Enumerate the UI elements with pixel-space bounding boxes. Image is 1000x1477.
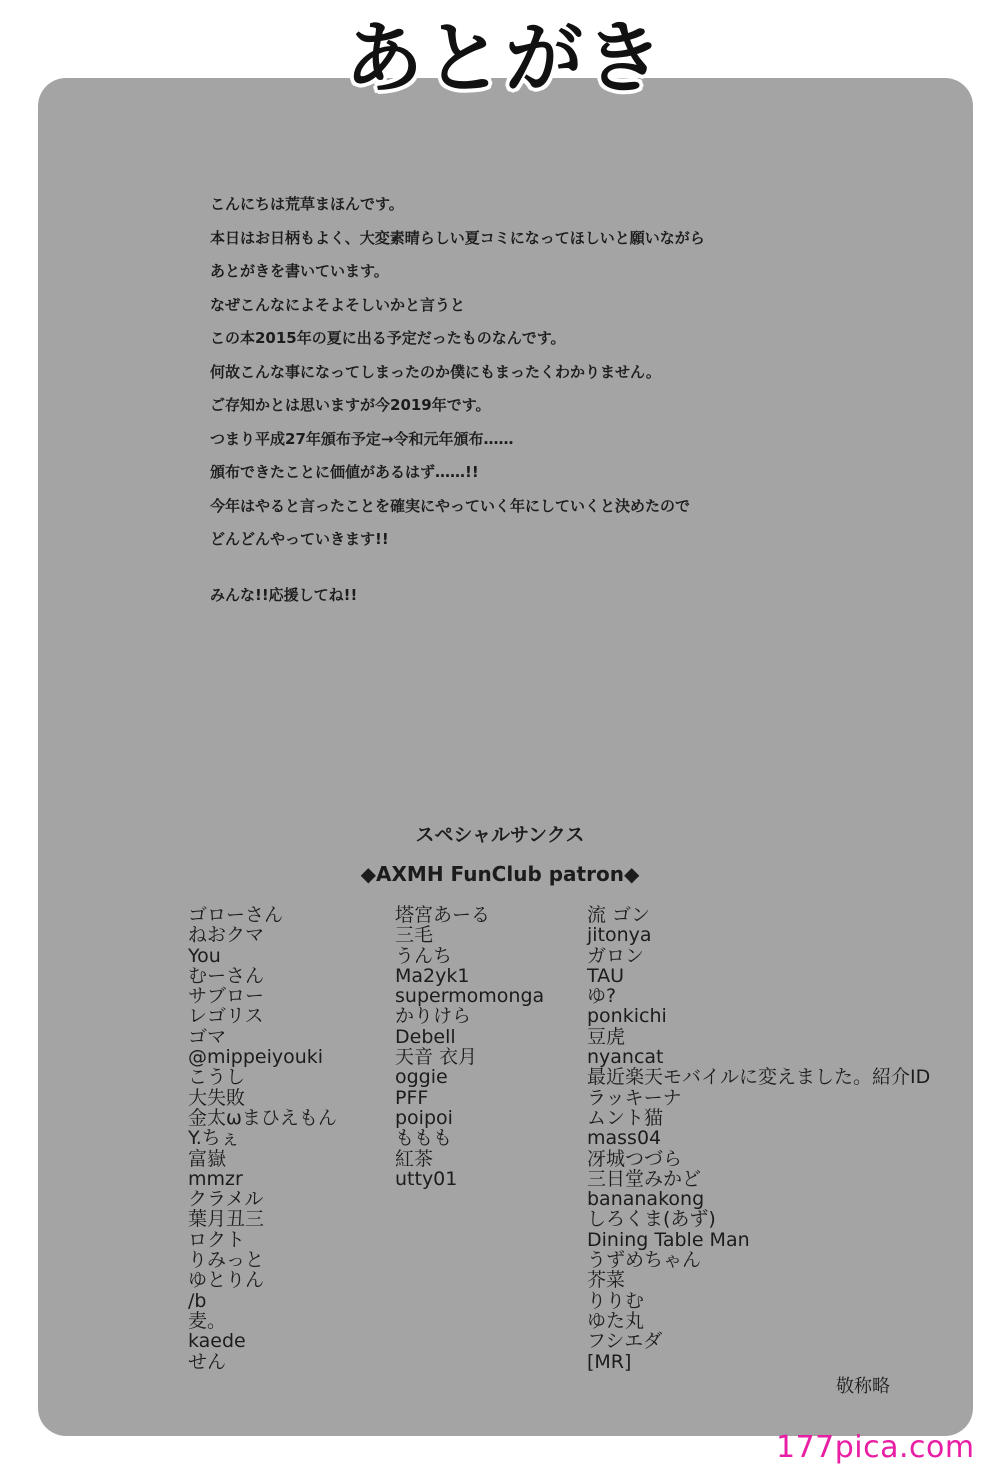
patron-name: こうし <box>188 1066 246 1089</box>
patron-name: ロクト <box>188 1228 246 1251</box>
patron-title: ◆AXMH FunClub patron◆ <box>360 862 640 886</box>
patron-name: かりけら <box>395 1005 472 1028</box>
patron-name: りりむ <box>587 1289 645 1312</box>
patron-name: しろくま(あず) <box>587 1208 716 1231</box>
patron-name: kaede <box>188 1330 246 1353</box>
patron-name: 冴城つづら <box>587 1147 683 1170</box>
patron-column-3 <box>587 905 930 1372</box>
patron-name: 金太ωまひえもん <box>188 1106 337 1129</box>
page-title: あとがき <box>344 14 665 104</box>
patron-name: utty01 <box>395 1167 458 1190</box>
patron-column-1 <box>188 905 337 1372</box>
afterword-line: あとがきを書いています。 <box>210 262 389 280</box>
patron-name: うんち <box>395 944 453 967</box>
patron-name: jitonya <box>587 924 652 947</box>
afterword-line: 本日はお日柄もよく、大変素晴らしい夏コミになってほしいと願いながら <box>210 228 705 247</box>
afterword-line: なぜこんなによそよそしいかと言うと <box>210 295 466 314</box>
patron-name: mmzr <box>188 1167 243 1190</box>
patron-name: mass04 <box>587 1127 662 1150</box>
afterword-line: この本2015年の夏に出る予定だったものなんです。 <box>210 329 566 347</box>
afterword-line: つまり平成27年頒布予定→令和元年頒布…… <box>210 429 514 448</box>
patron-name: フシエダ <box>587 1330 663 1353</box>
patron-name: ももも <box>395 1127 453 1150</box>
patron-name: 富嶽 <box>188 1147 227 1170</box>
afterword-line: どんどんやっていきます!! <box>210 530 389 548</box>
patron-name: ゆとりん <box>188 1269 265 1292</box>
patron-column-2 <box>395 905 544 1189</box>
patron-name: ムント猫 <box>587 1106 664 1129</box>
patron-name: /b <box>188 1289 207 1312</box>
patron-name: 最近楽天モバイルに変えました。紹介ID <box>587 1066 931 1089</box>
patron-name: Ma2yk1 <box>395 964 470 987</box>
patron-name: 流 ゴン <box>587 904 651 926</box>
patron-name: oggie <box>395 1066 448 1089</box>
patron-name: 芥菜 <box>587 1269 626 1292</box>
afterword-line: こんにちは荒草まほんです。 <box>210 195 404 213</box>
patron-name: ponkichi <box>587 1005 667 1028</box>
afterword-line: ご存知かとは思いますが今2019年です。 <box>210 396 491 414</box>
patron-name: ゴマ <box>188 1025 227 1048</box>
patron-name: You <box>188 944 221 967</box>
patron-name: クラメル <box>188 1188 264 1211</box>
patron-name: 紅茶 <box>395 1147 434 1170</box>
patron-name: 葉月丑三 <box>188 1208 265 1231</box>
patron-name: 三日堂みかど <box>587 1167 702 1190</box>
patron-name: サブロー <box>188 985 265 1008</box>
patron-name: 三毛 <box>395 924 434 947</box>
patron-name: 大失敗 <box>188 1086 246 1109</box>
patron-name: Debell <box>395 1025 456 1048</box>
patron-name: Y.ちぇ <box>188 1127 240 1150</box>
site-watermark: 177pica.com <box>776 1430 975 1465</box>
patron-name: PFF <box>395 1086 429 1109</box>
patron-name: うずめちゃん <box>587 1249 702 1272</box>
closing-line: みんな!!応援してね!! <box>210 585 358 604</box>
patron-name: @mippeiyouki <box>188 1046 324 1069</box>
patron-name: bananakong <box>587 1188 705 1211</box>
patron-name: ねおクマ <box>188 924 265 947</box>
patron-name: むーさん <box>188 964 265 987</box>
patron-name: ガロン <box>587 944 645 967</box>
patron-name: 天音 衣月 <box>395 1046 478 1069</box>
special-thanks-title: スペシャルサンクス <box>415 824 585 846</box>
patron-name: レゴリス <box>188 1005 264 1028</box>
patron-name: nyancat <box>587 1046 664 1069</box>
patron-name: せん <box>188 1350 227 1373</box>
patron-name: poipoi <box>395 1106 453 1129</box>
honorific-note: 敬称略 <box>836 1376 890 1397</box>
afterword-text <box>210 188 910 612</box>
patron-name: ゆた丸 <box>587 1309 645 1332</box>
afterword-line: 何故こんな事になってしまったのか僕にもまったくわかりません。 <box>210 362 661 381</box>
patron-name: 麦。 <box>188 1309 227 1332</box>
afterword-line: 頒布できたことに価値があるはず……!! <box>210 463 479 481</box>
patron-name: ゴローさん <box>188 904 284 926</box>
afterword-line: 今年はやると言ったことを確実にやっていく年にしていくと決めたので <box>210 496 691 515</box>
patron-name: 豆虎 <box>587 1025 626 1048</box>
patron-name: supermomonga <box>395 985 545 1008</box>
patron-name: りみっと <box>188 1249 265 1272</box>
patron-name: [MR] <box>587 1350 632 1373</box>
patron-name: ゆ? <box>587 985 617 1008</box>
patron-name: ラッキーナ <box>587 1086 682 1109</box>
patron-name: TAU <box>587 964 625 987</box>
patron-name: 塔宮あーる <box>395 904 491 926</box>
patron-name: Dining Table Man <box>587 1228 750 1251</box>
